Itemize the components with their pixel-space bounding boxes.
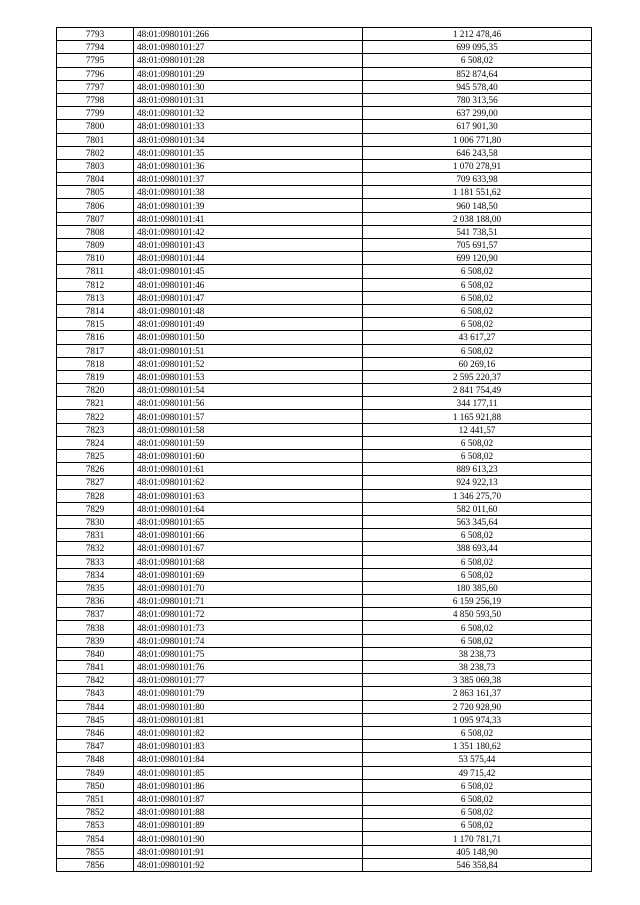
table-row: [57, 397, 592, 410]
cadastral-value-cell: 699 095,35: [363, 41, 592, 54]
cadastral-number-cell: 48:01:0980101:64: [134, 502, 363, 515]
row-number-cell: 7814: [57, 304, 134, 317]
cadastral-value-cell: 6 159 256,19: [363, 595, 592, 608]
table-row: [57, 80, 592, 93]
row-number-cell: 7803: [57, 159, 134, 172]
cadastral-value-cell: 6 508,02: [363, 436, 592, 449]
cadastral-value-cell: 6 508,02: [363, 344, 592, 357]
cadastral-number-cell: 48:01:0980101:73: [134, 621, 363, 634]
table-row: [57, 845, 592, 858]
cadastral-value-cell: 852 874,64: [363, 67, 592, 80]
cadastral-number-cell: 48:01:0980101:54: [134, 384, 363, 397]
cadastral-number-cell: 48:01:0980101:62: [134, 476, 363, 489]
row-number-cell: 7815: [57, 318, 134, 331]
cadastral-value-cell: 541 738,51: [363, 225, 592, 238]
table-row: [57, 647, 592, 660]
cadastral-number-cell: 48:01:0980101:47: [134, 291, 363, 304]
row-number-cell: 7828: [57, 489, 134, 502]
cadastral-number-cell: 48:01:0980101:52: [134, 357, 363, 370]
cadastral-number-cell: 48:01:0980101:79: [134, 687, 363, 700]
cadastral-number-cell: 48:01:0980101:81: [134, 713, 363, 726]
cadastral-value-table: [56, 27, 592, 872]
cadastral-value-cell: 6 508,02: [363, 54, 592, 67]
table-row: [57, 674, 592, 687]
cadastral-number-cell: 48:01:0980101:44: [134, 252, 363, 265]
table-row: [57, 832, 592, 845]
cadastral-value-cell: 924 922,13: [363, 476, 592, 489]
table-row: [57, 581, 592, 594]
row-number-cell: 7841: [57, 661, 134, 674]
row-number-cell: 7849: [57, 766, 134, 779]
table-row: [57, 687, 592, 700]
table-row: [57, 608, 592, 621]
row-number-cell: 7836: [57, 595, 134, 608]
cadastral-number-cell: 48:01:0980101:70: [134, 581, 363, 594]
row-number-cell: 7848: [57, 753, 134, 766]
row-number-cell: 7806: [57, 199, 134, 212]
cadastral-value-cell: 43 617,27: [363, 331, 592, 344]
cadastral-number-cell: 48:01:0980101:82: [134, 726, 363, 739]
table-row: [57, 146, 592, 159]
table-row: [57, 515, 592, 528]
table-row: [57, 54, 592, 67]
row-number-cell: 7835: [57, 581, 134, 594]
cadastral-value-cell: 6 508,02: [363, 819, 592, 832]
cadastral-number-cell: 48:01:0980101:43: [134, 239, 363, 252]
cadastral-number-cell: 48:01:0980101:35: [134, 146, 363, 159]
row-number-cell: 7819: [57, 370, 134, 383]
row-number-cell: 7796: [57, 67, 134, 80]
cadastral-number-cell: 48:01:0980101:36: [134, 159, 363, 172]
cadastral-number-cell: 48:01:0980101:50: [134, 331, 363, 344]
row-number-cell: 7799: [57, 107, 134, 120]
cadastral-number-cell: 48:01:0980101:83: [134, 740, 363, 753]
row-number-cell: 7802: [57, 146, 134, 159]
row-number-cell: 7837: [57, 608, 134, 621]
cadastral-number-cell: 48:01:0980101:29: [134, 67, 363, 80]
cadastral-value-cell: 1 346 275,70: [363, 489, 592, 502]
cadastral-number-cell: 48:01:0980101:90: [134, 832, 363, 845]
row-number-cell: 7804: [57, 173, 134, 186]
cadastral-number-cell: 48:01:0980101:89: [134, 819, 363, 832]
row-number-cell: 7826: [57, 463, 134, 476]
table-row: [57, 819, 592, 832]
cadastral-number-cell: 48:01:0980101:32: [134, 107, 363, 120]
table-row: [57, 621, 592, 634]
table-row: [57, 93, 592, 106]
table-row: [57, 726, 592, 739]
cadastral-value-cell: 699 120,90: [363, 252, 592, 265]
cadastral-value-cell: 388 693,44: [363, 542, 592, 555]
table-row: [57, 502, 592, 515]
table-row: [57, 661, 592, 674]
table-row: [57, 225, 592, 238]
row-number-cell: 7832: [57, 542, 134, 555]
cadastral-value-cell: 709 633,98: [363, 173, 592, 186]
cadastral-value-cell: 582 011,60: [363, 502, 592, 515]
row-number-cell: 7855: [57, 845, 134, 858]
row-number-cell: 7811: [57, 265, 134, 278]
cadastral-number-cell: 48:01:0980101:76: [134, 661, 363, 674]
cadastral-value-cell: 12 441,57: [363, 423, 592, 436]
row-number-cell: 7816: [57, 331, 134, 344]
cadastral-number-cell: 48:01:0980101:38: [134, 186, 363, 199]
table-row: [57, 713, 592, 726]
cadastral-number-cell: 48:01:0980101:27: [134, 41, 363, 54]
row-number-cell: 7813: [57, 291, 134, 304]
cadastral-value-cell: 646 243,58: [363, 146, 592, 159]
cadastral-value-cell: 53 575,44: [363, 753, 592, 766]
row-number-cell: 7851: [57, 792, 134, 805]
table-row: [57, 595, 592, 608]
cadastral-value-cell: 49 715,42: [363, 766, 592, 779]
row-number-cell: 7805: [57, 186, 134, 199]
row-number-cell: 7818: [57, 357, 134, 370]
row-number-cell: 7825: [57, 450, 134, 463]
table-row: [57, 529, 592, 542]
table-row: [57, 67, 592, 80]
cadastral-value-cell: 2 595 220,37: [363, 370, 592, 383]
cadastral-value-cell: 546 358,84: [363, 858, 592, 871]
cadastral-number-cell: 48:01:0980101:91: [134, 845, 363, 858]
cadastral-value-cell: 4 850 593,50: [363, 608, 592, 621]
row-number-cell: 7844: [57, 700, 134, 713]
row-number-cell: 7823: [57, 423, 134, 436]
row-number-cell: 7843: [57, 687, 134, 700]
cadastral-number-cell: 48:01:0980101:59: [134, 436, 363, 449]
cadastral-number-cell: 48:01:0980101:39: [134, 199, 363, 212]
row-number-cell: 7831: [57, 529, 134, 542]
cadastral-value-cell: 1 181 551,62: [363, 186, 592, 199]
row-number-cell: 7793: [57, 28, 134, 41]
cadastral-value-cell: 405 148,90: [363, 845, 592, 858]
table-row: [57, 436, 592, 449]
table-row: [57, 700, 592, 713]
cadastral-number-cell: 48:01:0980101:92: [134, 858, 363, 871]
table-row: [57, 41, 592, 54]
cadastral-number-cell: 48:01:0980101:68: [134, 555, 363, 568]
cadastral-value-cell: 6 508,02: [363, 792, 592, 805]
cadastral-value-cell: 705 691,57: [363, 239, 592, 252]
cadastral-value-cell: 38 238,73: [363, 647, 592, 660]
cadastral-value-cell: 889 613,23: [363, 463, 592, 476]
cadastral-number-cell: 48:01:0980101:53: [134, 370, 363, 383]
cadastral-number-cell: 48:01:0980101:67: [134, 542, 363, 555]
cadastral-value-cell: 6 508,02: [363, 265, 592, 278]
row-number-cell: 7854: [57, 832, 134, 845]
cadastral-value-cell: 2 841 754,49: [363, 384, 592, 397]
cadastral-number-cell: 48:01:0980101:266: [134, 28, 363, 41]
cadastral-number-cell: 48:01:0980101:34: [134, 133, 363, 146]
row-number-cell: 7820: [57, 384, 134, 397]
cadastral-value-cell: 6 508,02: [363, 318, 592, 331]
cadastral-number-cell: 48:01:0980101:56: [134, 397, 363, 410]
cadastral-value-cell: 1 006 771,80: [363, 133, 592, 146]
row-number-cell: 7847: [57, 740, 134, 753]
cadastral-value-cell: 6 508,02: [363, 621, 592, 634]
row-number-cell: 7809: [57, 239, 134, 252]
table-row: [57, 344, 592, 357]
table-row: [57, 186, 592, 199]
cadastral-value-cell: 960 148,50: [363, 199, 592, 212]
cadastral-value-cell: 38 238,73: [363, 661, 592, 674]
cadastral-number-cell: 48:01:0980101:65: [134, 515, 363, 528]
cadastral-number-cell: 48:01:0980101:85: [134, 766, 363, 779]
table-row: [57, 450, 592, 463]
row-number-cell: 7821: [57, 397, 134, 410]
table-row: [57, 410, 592, 423]
cadastral-number-cell: 48:01:0980101:69: [134, 568, 363, 581]
cadastral-number-cell: 48:01:0980101:48: [134, 304, 363, 317]
cadastral-number-cell: 48:01:0980101:80: [134, 700, 363, 713]
cadastral-number-cell: 48:01:0980101:45: [134, 265, 363, 278]
cadastral-number-cell: 48:01:0980101:87: [134, 792, 363, 805]
table-body: [57, 28, 592, 872]
table-row: [57, 806, 592, 819]
cadastral-number-cell: 48:01:0980101:71: [134, 595, 363, 608]
cadastral-number-cell: 48:01:0980101:57: [134, 410, 363, 423]
cadastral-value-cell: 1 165 921,88: [363, 410, 592, 423]
row-number-cell: 7807: [57, 212, 134, 225]
cadastral-value-cell: 563 345,64: [363, 515, 592, 528]
row-number-cell: 7840: [57, 647, 134, 660]
table-row: [57, 634, 592, 647]
table-row: [57, 753, 592, 766]
row-number-cell: 7797: [57, 80, 134, 93]
row-number-cell: 7822: [57, 410, 134, 423]
cadastral-value-cell: 1 070 278,91: [363, 159, 592, 172]
cadastral-value-cell: 1 212 478,46: [363, 28, 592, 41]
table-row: [57, 239, 592, 252]
table-row: [57, 555, 592, 568]
cadastral-number-cell: 48:01:0980101:28: [134, 54, 363, 67]
table-row: [57, 252, 592, 265]
row-number-cell: 7800: [57, 120, 134, 133]
table-row: [57, 265, 592, 278]
cadastral-number-cell: 48:01:0980101:61: [134, 463, 363, 476]
table-row: [57, 858, 592, 871]
table-row: [57, 133, 592, 146]
row-number-cell: 7829: [57, 502, 134, 515]
row-number-cell: 7856: [57, 858, 134, 871]
row-number-cell: 7853: [57, 819, 134, 832]
table-row: [57, 476, 592, 489]
cadastral-number-cell: 48:01:0980101:72: [134, 608, 363, 621]
row-number-cell: 7852: [57, 806, 134, 819]
row-number-cell: 7810: [57, 252, 134, 265]
cadastral-value-cell: 1 095 974,33: [363, 713, 592, 726]
row-number-cell: 7798: [57, 93, 134, 106]
cadastral-value-cell: 6 508,02: [363, 726, 592, 739]
table-row: [57, 384, 592, 397]
table-row: [57, 278, 592, 291]
cadastral-number-cell: 48:01:0980101:60: [134, 450, 363, 463]
cadastral-value-cell: 6 508,02: [363, 634, 592, 647]
table-row: [57, 318, 592, 331]
cadastral-value-cell: 637 299,00: [363, 107, 592, 120]
cadastral-value-cell: 1 170 781,71: [363, 832, 592, 845]
cadastral-value-cell: 6 508,02: [363, 568, 592, 581]
cadastral-value-cell: 6 508,02: [363, 278, 592, 291]
cadastral-value-cell: 6 508,02: [363, 555, 592, 568]
cadastral-number-cell: 48:01:0980101:86: [134, 779, 363, 792]
table-row: [57, 107, 592, 120]
row-number-cell: 7824: [57, 436, 134, 449]
table-row: [57, 766, 592, 779]
table-row: [57, 423, 592, 436]
table-row: [57, 357, 592, 370]
row-number-cell: 7834: [57, 568, 134, 581]
cadastral-number-cell: 48:01:0980101:63: [134, 489, 363, 502]
row-number-cell: 7850: [57, 779, 134, 792]
cadastral-value-cell: 6 508,02: [363, 779, 592, 792]
cadastral-number-cell: 48:01:0980101:77: [134, 674, 363, 687]
cadastral-number-cell: 48:01:0980101:46: [134, 278, 363, 291]
table-row: [57, 291, 592, 304]
cadastral-value-cell: 1 351 180,62: [363, 740, 592, 753]
row-number-cell: 7838: [57, 621, 134, 634]
cadastral-number-cell: 48:01:0980101:51: [134, 344, 363, 357]
cadastral-value-cell: 180 385,60: [363, 581, 592, 594]
cadastral-value-cell: 6 508,02: [363, 291, 592, 304]
cadastral-number-cell: 48:01:0980101:33: [134, 120, 363, 133]
cadastral-value-cell: 6 508,02: [363, 529, 592, 542]
row-number-cell: 7833: [57, 555, 134, 568]
cadastral-value-cell: 2 863 161,37: [363, 687, 592, 700]
table-row: [57, 542, 592, 555]
cadastral-number-cell: 48:01:0980101:42: [134, 225, 363, 238]
cadastral-value-cell: 3 385 069,38: [363, 674, 592, 687]
cadastral-number-cell: 48:01:0980101:88: [134, 806, 363, 819]
cadastral-value-cell: 60 269,16: [363, 357, 592, 370]
row-number-cell: 7830: [57, 515, 134, 528]
table-row: [57, 120, 592, 133]
cadastral-number-cell: 48:01:0980101:75: [134, 647, 363, 660]
row-number-cell: 7801: [57, 133, 134, 146]
table-row: [57, 331, 592, 344]
row-number-cell: 7808: [57, 225, 134, 238]
table-row: [57, 173, 592, 186]
table-row: [57, 28, 592, 41]
row-number-cell: 7842: [57, 674, 134, 687]
cadastral-number-cell: 48:01:0980101:58: [134, 423, 363, 436]
cadastral-number-cell: 48:01:0980101:49: [134, 318, 363, 331]
cadastral-value-cell: 617 901,30: [363, 120, 592, 133]
cadastral-number-cell: 48:01:0980101:66: [134, 529, 363, 542]
cadastral-value-cell: 344 177,11: [363, 397, 592, 410]
row-number-cell: 7846: [57, 726, 134, 739]
row-number-cell: 7794: [57, 41, 134, 54]
cadastral-value-cell: 2 720 928,90: [363, 700, 592, 713]
table-row: [57, 212, 592, 225]
cadastral-value-cell: 6 508,02: [363, 304, 592, 317]
cadastral-number-cell: 48:01:0980101:74: [134, 634, 363, 647]
cadastral-number-cell: 48:01:0980101:31: [134, 93, 363, 106]
table-row: [57, 568, 592, 581]
row-number-cell: 7795: [57, 54, 134, 67]
row-number-cell: 7845: [57, 713, 134, 726]
cadastral-number-cell: 48:01:0980101:84: [134, 753, 363, 766]
cadastral-number-cell: 48:01:0980101:37: [134, 173, 363, 186]
cadastral-value-cell: 6 508,02: [363, 450, 592, 463]
table-row: [57, 792, 592, 805]
cadastral-value-cell: 780 313,56: [363, 93, 592, 106]
cadastral-number-cell: 48:01:0980101:41: [134, 212, 363, 225]
table-row: [57, 740, 592, 753]
table-row: [57, 489, 592, 502]
table-row: [57, 463, 592, 476]
table-row: [57, 159, 592, 172]
cadastral-value-cell: 945 578,40: [363, 80, 592, 93]
row-number-cell: 7812: [57, 278, 134, 291]
table-row: [57, 370, 592, 383]
row-number-cell: 7827: [57, 476, 134, 489]
table-row: [57, 199, 592, 212]
row-number-cell: 7817: [57, 344, 134, 357]
cadastral-value-cell: 6 508,02: [363, 806, 592, 819]
row-number-cell: 7839: [57, 634, 134, 647]
table-row: [57, 779, 592, 792]
cadastral-value-cell: 2 038 188,00: [363, 212, 592, 225]
cadastral-number-cell: 48:01:0980101:30: [134, 80, 363, 93]
table-row: [57, 304, 592, 317]
